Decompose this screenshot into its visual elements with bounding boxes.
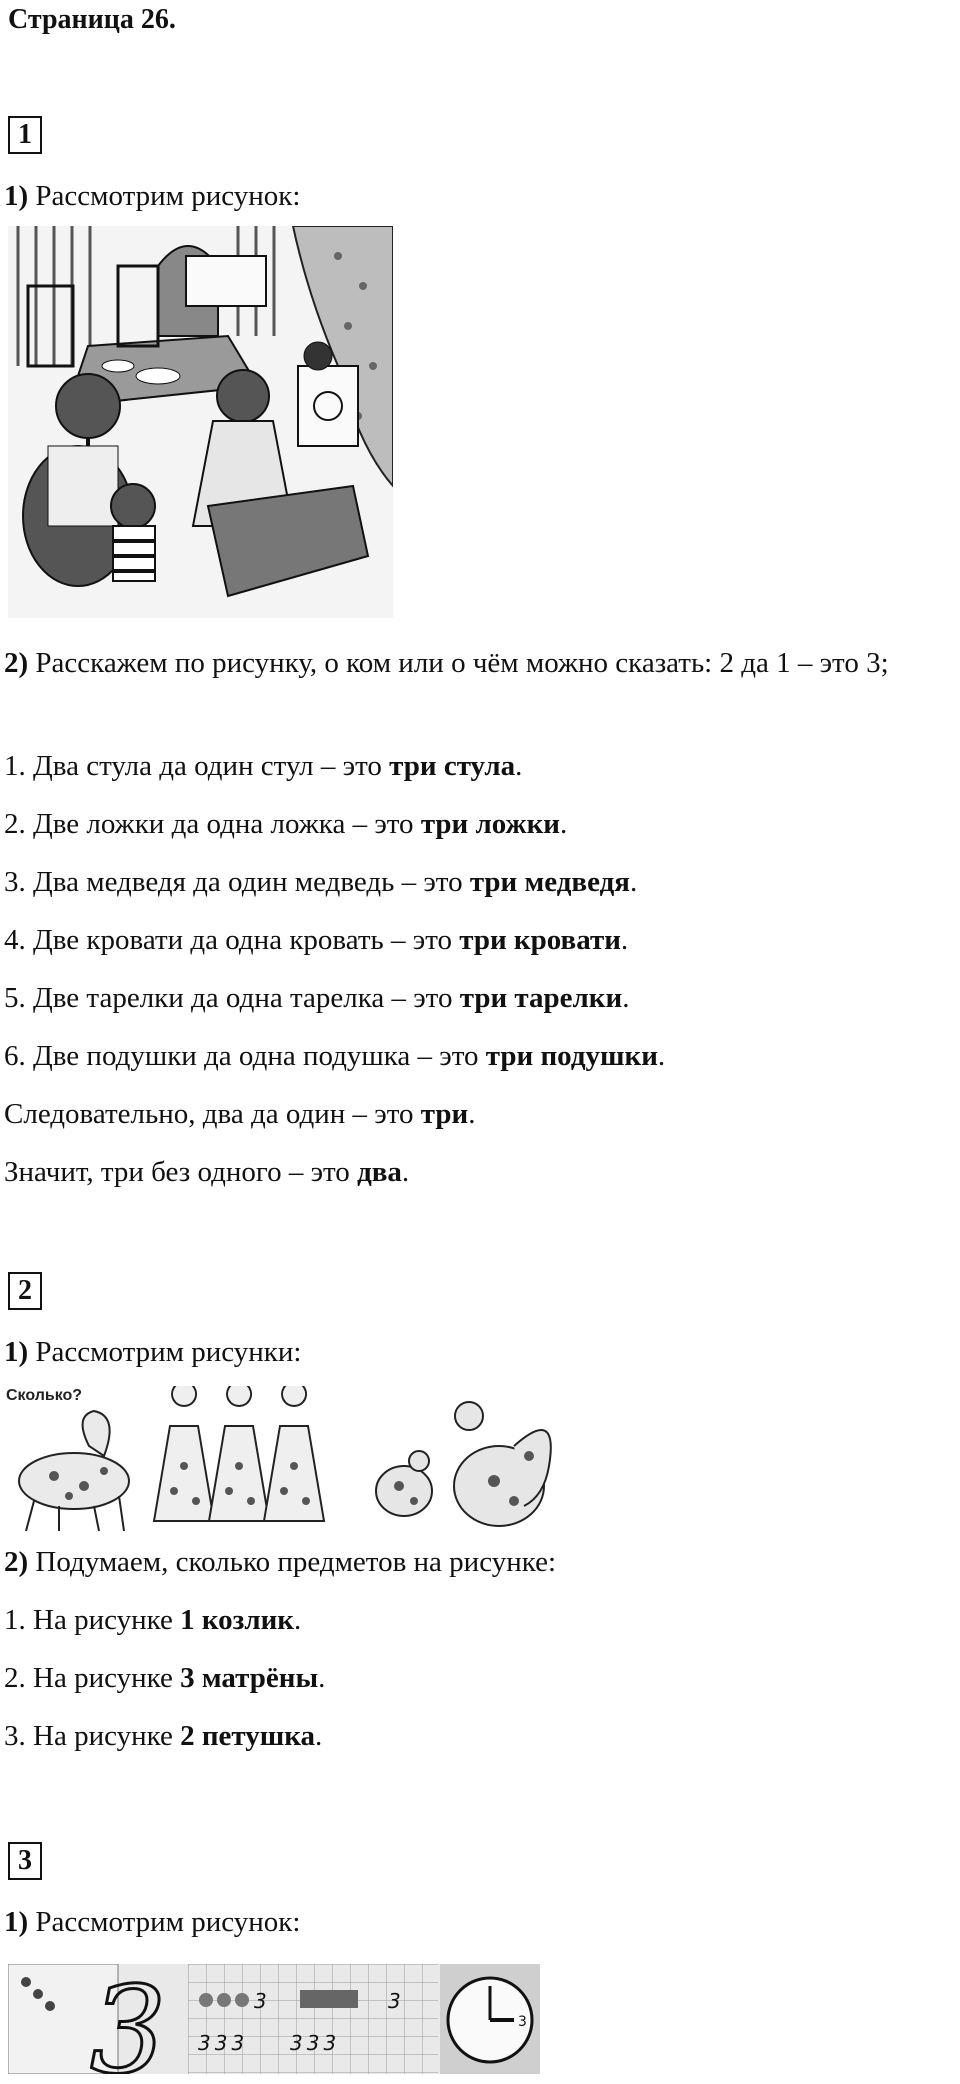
big-digit-three: 3 — [90, 1964, 167, 2074]
three-bears-illustration — [8, 226, 393, 618]
step-text: Расскажем по рисунку, о ком или о чём можно сказать: 2 да 1 – это 3; — [28, 647, 889, 679]
row-2-digits-a: 333 — [198, 2031, 249, 2055]
row-2-digits-b: 333 — [290, 2031, 341, 2055]
clock-digit: 3 — [518, 2014, 527, 2030]
task-1-step-1 — [4, 178, 300, 214]
step-number: 1) — [4, 1336, 29, 1368]
row-1-digit: 3 — [254, 1989, 267, 2013]
task-2-step-1 — [4, 1334, 301, 1370]
conclusion-2: Значит, три без одного – это два. — [4, 1156, 410, 1188]
list-item: 3. Два медведя да один медведь – это три медведя. — [4, 866, 638, 898]
step-text: Рассмотрим рисунок: — [28, 1906, 301, 1938]
list-item: 6. Две подушки да одна подушка – это три подушки. — [4, 1040, 666, 1072]
list-item: 2. На рисунке 3 матрёны. — [4, 1662, 326, 1694]
list-item: 5. Две тарелки да одна тарелка – это три тарелки. — [4, 982, 630, 1014]
list-item: 1. На рисунке 1 козлик. — [4, 1604, 302, 1636]
task-1-number: 1 — [8, 116, 42, 154]
step-text: Подумаем, сколько предметов на рисунке: — [28, 1546, 557, 1578]
step-number: 2) — [4, 647, 29, 679]
list-item: 3. На рисунке 2 петушка. — [4, 1720, 323, 1752]
step-text: Рассмотрим рисунок: — [28, 180, 301, 212]
digit-three-copybook-illustration — [8, 1964, 540, 2074]
image-caption: Сколько? — [6, 1387, 83, 1404]
task-3-number: 3 — [8, 1842, 42, 1880]
list-item: 1. Два стула да один стул – это три стула. — [4, 750, 523, 782]
list-item: 4. Две кровати да одна кровать – это три кровати. — [4, 924, 629, 956]
step-text: Рассмотрим рисунки: — [28, 1336, 302, 1368]
task-3-step-1 — [4, 1904, 300, 1940]
conclusion-1: Следовательно, два да один – это три. — [4, 1098, 476, 1130]
task-2-number: 2 — [8, 1272, 42, 1310]
step-number: 1) — [4, 1906, 29, 1938]
dymkovo-toys-illustration — [4, 1386, 559, 1536]
page-title: Страница 26. — [8, 4, 176, 35]
task-2-step-2 — [4, 1544, 556, 1580]
step-number: 2) — [4, 1546, 29, 1578]
task-1-step-2 — [4, 644, 954, 682]
list-item: 2. Две ложки да одна ложка – это три ложки. — [4, 808, 568, 840]
step-number: 1) — [4, 180, 29, 212]
row-1-end-digit: 3 — [388, 1989, 401, 2013]
